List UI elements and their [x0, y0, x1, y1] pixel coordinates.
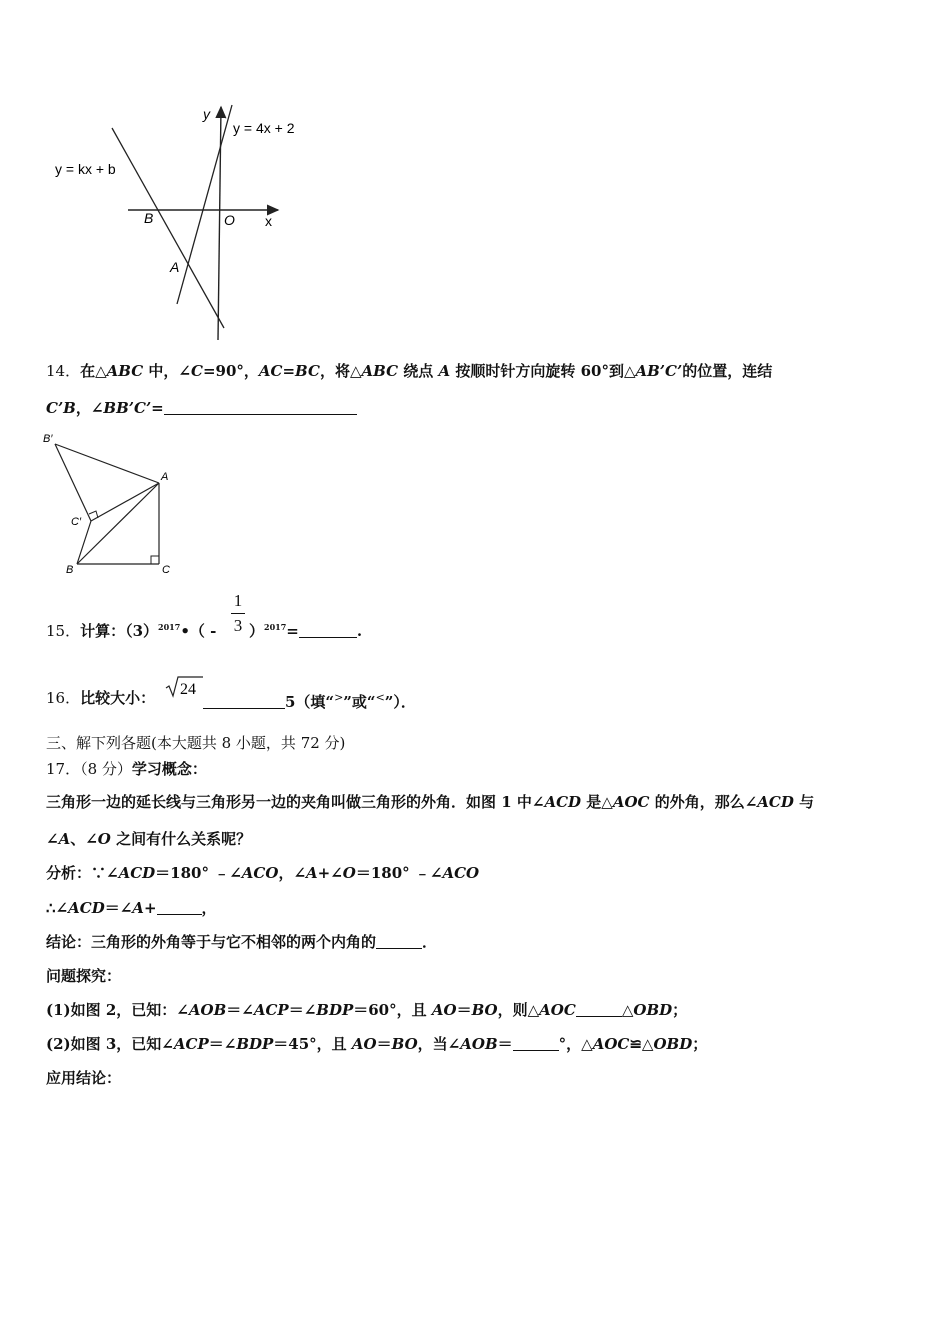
q17-apply: 应用结论： — [46, 1069, 122, 1087]
q17-conclusion: 结论：三角形的外角等于与它不相邻的两个内角的 ． — [46, 933, 438, 951]
y-axis — [218, 107, 221, 340]
fig2-A: A — [161, 471, 169, 483]
point-B-label: B — [144, 210, 154, 226]
label-line2: y = kx + b — [55, 161, 116, 177]
fig2-C-prime: C′ — [71, 516, 82, 528]
q17-therefore: ∴∠ACD＝∠A+ ， — [46, 899, 217, 917]
q15-answer-blank[interactable] — [299, 623, 357, 638]
q17-therefore-blank[interactable] — [157, 900, 202, 915]
q15-number: 15． — [46, 622, 81, 640]
label-line1: y = 4x + 2 — [233, 120, 295, 136]
q14-line2: C’B，∠BB’C’= — [46, 398, 357, 418]
x-axis-label: x — [265, 213, 272, 229]
line-kx-plus-b — [112, 128, 224, 328]
fig2-B-prime: B′ — [43, 433, 53, 445]
q17-conclusion-blank[interactable] — [376, 934, 422, 949]
sqrt-symbol — [164, 674, 204, 700]
figure-2-triangle — [40, 428, 190, 580]
q14-number: 14． — [46, 362, 81, 380]
q15-fraction: 1 3 — [231, 591, 245, 636]
q15-line: 15．计算：$(3)^{2017}•$（ - — [46, 622, 217, 640]
q16-number: 16． — [46, 689, 81, 707]
q17-part2: (2)如图 3，已知∠ACP＝∠BDP＝45°，且 AO＝BO，当∠AOB＝ °，△AOC≌△OBD； — [46, 1035, 708, 1053]
q14-answer-blank[interactable] — [164, 400, 357, 415]
point-A-label: A — [170, 259, 180, 275]
sqrt-value: 24 — [180, 681, 196, 698]
section-3-title: 三、解下列各题(本大题共 8 小题，共 72 分) — [46, 734, 346, 752]
point-O-label: O — [224, 212, 235, 228]
q17-number: 17．（8 分） — [46, 760, 132, 778]
q16-answer-blank[interactable] — [203, 694, 285, 709]
y-axis-label: y — [203, 106, 210, 122]
q17-part1-blank[interactable] — [576, 1002, 622, 1017]
q16-label: 16．比较大小： — [46, 689, 156, 707]
q17-para1: 三角形一边的延长线与三角形另一边的夹角叫做三角形的外角．如图 1 中∠ACD 是△AOC 的外角，那么∠ACD 与 — [46, 793, 815, 811]
fig2-B: B — [66, 564, 74, 576]
fig2-C: C — [162, 564, 170, 576]
q17-header: 17．（8 分）学习概念： — [46, 760, 207, 778]
q17-part1: (1)如图 2，已知：∠AOB＝∠ACP＝∠BDP＝60°，且 AO＝BO，则△AOC △OBD； — [46, 1001, 688, 1019]
q14-line1: 14．在△ABC 中，∠C=90°，AC=BC，将△ABC 绕点 A 按顺时针方向旋转 60°到△AB’C’的位置，连结 — [46, 362, 773, 380]
q17-analysis: 分析：∵∠ACD＝180° ﹣∠ACO，∠A+∠O＝180° ﹣∠ACO — [46, 864, 480, 882]
figure-1-graph — [40, 95, 340, 345]
q17-part2-blank[interactable] — [513, 1036, 559, 1051]
q16-rest: 5（填“>”或“<”）． — [203, 688, 416, 712]
q17-explore: 问题探究： — [46, 967, 122, 985]
q15-rest: ）$^{2017}$= . — [249, 622, 363, 640]
q17-para2: ∠A、∠O 之间有什么关系呢？ — [46, 830, 252, 848]
line-4x-plus-2 — [177, 105, 232, 304]
